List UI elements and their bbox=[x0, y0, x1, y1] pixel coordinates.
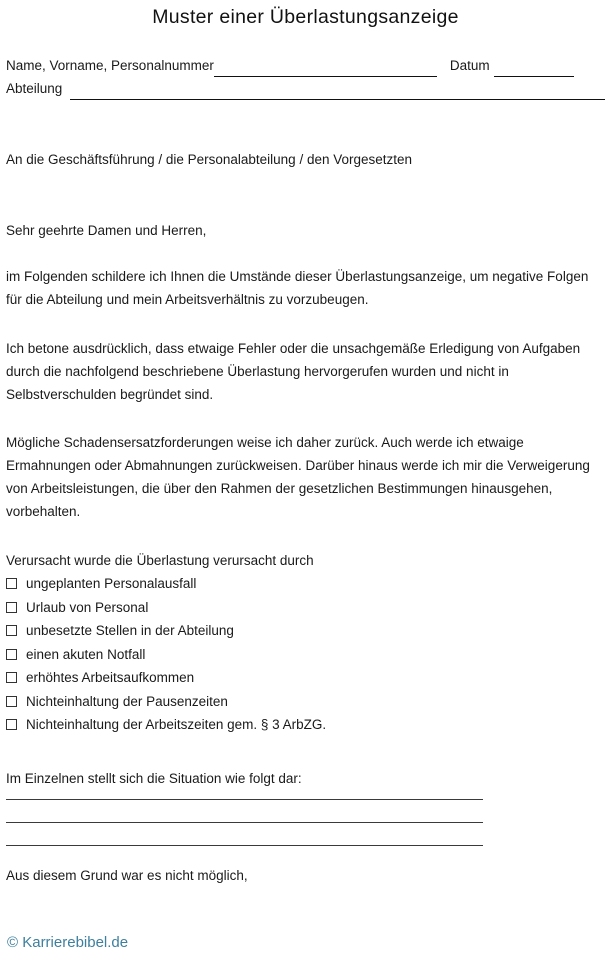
checkbox-icon[interactable] bbox=[6, 719, 17, 730]
paragraph-disclaimer: Ich betone ausdrücklich, dass etwaige Fehler oder die unsachgemäße Erledigung von Aufgaben durch die nachfolgend beschriebene Überlastung hervorgerufen wurden und nicht in Selbstverschulden begründet sind. bbox=[6, 341, 581, 402]
cause-label: unbesetzte Stellen in der Abteilung bbox=[26, 623, 234, 638]
footer-credit-link[interactable]: © Karrierebibel.de bbox=[7, 934, 129, 951]
cause-label: Nichteinhaltung der Pausenzeiten bbox=[26, 693, 228, 709]
write-in-line bbox=[6, 790, 483, 800]
situation-prompt: Im Einzelnen stellt sich die Situation wie folgt dar: bbox=[6, 770, 302, 786]
date-label: Datum bbox=[449, 58, 490, 73]
name-personnel-field bbox=[214, 60, 437, 77]
checkbox-icon[interactable] bbox=[6, 649, 17, 660]
paragraph-intro: im Folgenden schildere ich Ihnen die Umstände dieser Überlastungsanzeige, um negative Folgen für die Abteilung und mein Arbeitsverhältnis zu vorzubeugen. bbox=[6, 269, 589, 307]
checkbox-icon[interactable] bbox=[6, 672, 17, 683]
causes-intro: Verursacht wurde die Überlastung verursacht durch bbox=[6, 553, 314, 568]
write-in-line bbox=[6, 836, 483, 846]
checkbox-icon[interactable] bbox=[6, 602, 17, 613]
department-field bbox=[70, 83, 605, 100]
department-label: Abteilung bbox=[6, 81, 63, 96]
department-row bbox=[6, 77, 605, 100]
situation-write-in-area bbox=[6, 790, 605, 846]
cause-label: Urlaub von Personal bbox=[26, 599, 149, 615]
salutation: Sehr geehrte Damen und Herren, bbox=[6, 223, 207, 238]
cause-option-arbeitszeiten bbox=[6, 713, 605, 737]
cause-label: einen akuten Notfall bbox=[26, 646, 146, 662]
cause-label: Nichteinhaltung der Arbeitszeiten gem. § 3 ArbZG. bbox=[26, 717, 327, 732]
document-page bbox=[0, 3, 613, 959]
checkbox-icon[interactable] bbox=[6, 696, 17, 707]
paragraph-legal: Mögliche Schadensersatzforderungen weise ich daher zurück. Auch werde ich etwaige Ermahnungen oder Abmahnungen zurückweisen. Darüber hinaus werde ich mir die Verweigerung von Arbeitsleistungen, die über den Rahmen der gesetzlichen Bestimmungen hinausgehen, vorbehalten. bbox=[6, 435, 590, 519]
cause-option-notfall bbox=[6, 643, 605, 667]
causes-checklist bbox=[6, 572, 605, 737]
recipient-line: An die Geschäftsführung / die Personalabteilung / den Vorgesetzten bbox=[6, 152, 413, 167]
cause-option-personalausfall bbox=[6, 572, 605, 596]
name-date-row bbox=[6, 54, 605, 77]
cause-option-urlaub bbox=[6, 596, 605, 620]
cause-option-unbesetzte-stellen bbox=[6, 619, 605, 643]
cause-option-arbeitsaufkommen bbox=[6, 666, 605, 690]
write-in-line bbox=[6, 813, 483, 823]
closing-line: Aus diesem Grund war es nicht möglich, bbox=[6, 867, 248, 883]
cause-option-pausenzeiten bbox=[6, 690, 605, 714]
date-field bbox=[494, 60, 574, 77]
checkbox-icon[interactable] bbox=[6, 578, 17, 589]
name-personnel-label: Name, Vorname, Personalnummer bbox=[6, 58, 214, 73]
cause-label: ungeplanten Personalausfall bbox=[26, 576, 197, 591]
page-title: Muster einer Überlastungsanzeige bbox=[152, 6, 459, 28]
checkbox-icon[interactable] bbox=[6, 625, 17, 636]
cause-label: erhöhtes Arbeitsaufkommen bbox=[26, 670, 195, 685]
header-fields bbox=[6, 54, 605, 100]
